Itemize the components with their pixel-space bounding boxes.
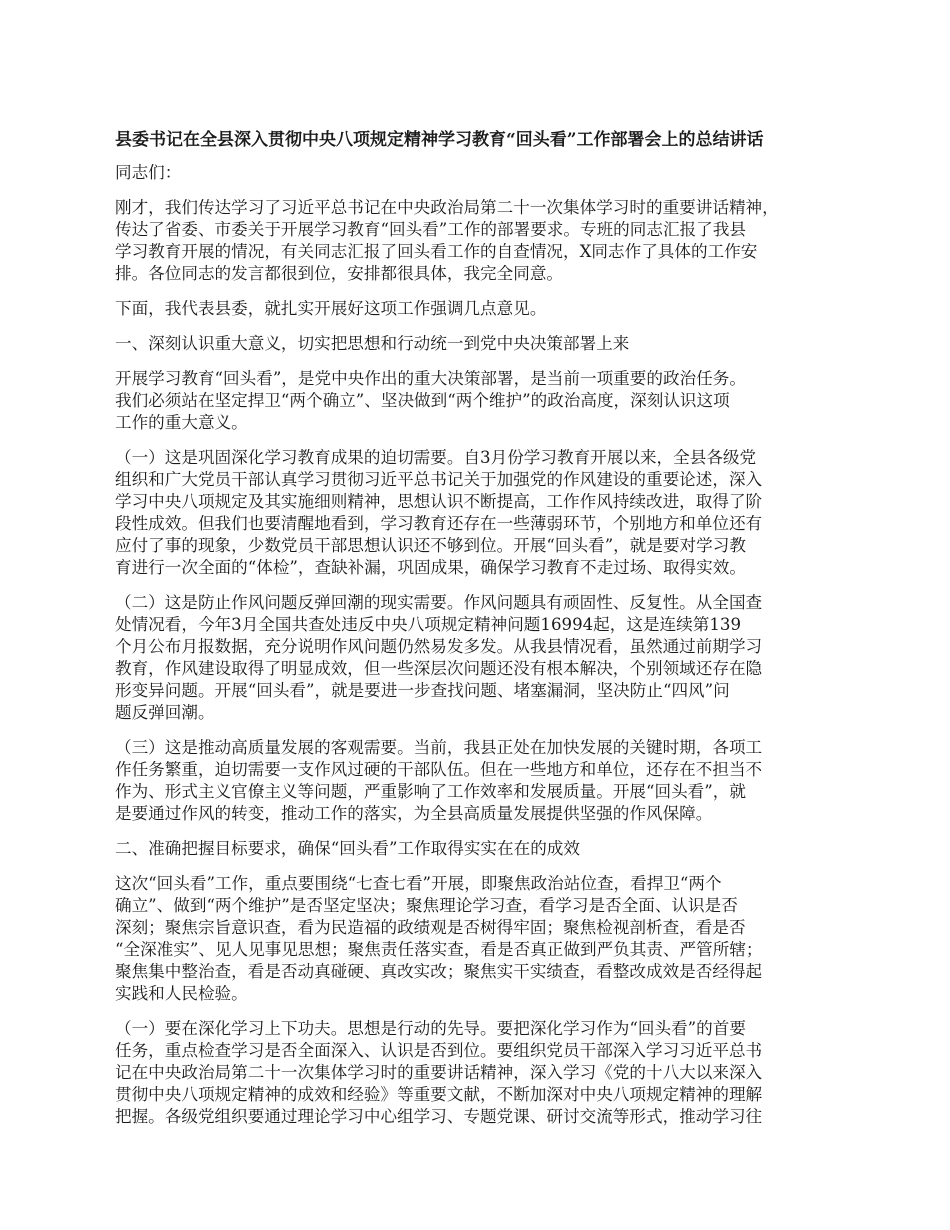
paragraph-line: 同志们：	[115, 163, 182, 182]
paragraph-line: （一）要在深化学习上下功夫。思想是行动的先导。要把深化学习作为“回头看”的首要	[115, 1019, 746, 1038]
paragraph-line: 排。各位同志的发言都很到位，安排都很具体，我完全同意。	[115, 264, 564, 283]
paragraph-line: 深刻；聚焦宗旨意识查，看为民造福的政绩观是否树得牢固；聚焦检视剖析查，看是否	[115, 918, 746, 937]
paragraph-line: 段性成效。但我们也要清醒地看到，学习教育还存在一些薄弱环节，个别地方和单位还有	[115, 514, 763, 533]
document-title: 县委书记在全县深入贯彻中央八项规定精神学习教育“回头看”工作部署会上的总结讲话	[115, 130, 764, 150]
document-body	[115, 162, 855, 1128]
paragraph-line: 聚焦集中整治查，看是否动真碰硬、真改实改；聚焦实干实绩查，看整改成效是否经得起	[115, 962, 763, 981]
paragraph	[115, 298, 855, 320]
paragraph-line: 是要通过作风的转变，推动工作的落实，为全县高质量发展提供坚强的作风保障。	[115, 804, 713, 823]
paragraph-line: 作任务繁重，迫切需要一支作风过硬的干部队伍。但在一些地方和单位，还存在不担当不	[115, 760, 763, 779]
paragraph-line: 形变异问题。开展“回头看”，就是要进一步查找问题、堵塞漏洞，坚决防止“四风”问	[115, 681, 730, 700]
paragraph	[115, 873, 855, 1005]
paragraph	[115, 838, 855, 860]
paragraph-line: 教育，作风建设取得了明显成效，但一些深层次问题还没有根本解决，个别领域还存在隐	[115, 659, 763, 678]
paragraph	[115, 162, 855, 184]
paragraph	[115, 592, 855, 724]
paragraph-line: 二、准确把握目标要求，确保“回头看”工作取得实实在在的成效	[115, 839, 580, 858]
paragraph-line: （三）这是推动高质量发展的客观需要。当前，我县正处在加快发展的关键时期，各项工	[115, 738, 763, 757]
paragraph-line: 确立”、做到“两个维护”是否坚定坚决；聚焦理论学习查，看学习是否全面、认识是否	[115, 896, 738, 915]
paragraph-line: 把握。各级党组织要通过理论学习中心组学习、专题党课、研讨交流等形式，推动学习往	[115, 1107, 763, 1126]
paragraph-line: 应付了事的现象，少数党员干部思想认识还不够到位。开展“回头看”，就是要对学习教	[115, 536, 746, 555]
paragraph-line: 处情况看，今年3月全国共查处违反中央八项规定精神问题16994起，这是连续第139	[115, 615, 742, 634]
paragraph-line: 一、深刻认识重大意义，切实把思想和行动统一到党中央决策部署上来	[115, 334, 630, 353]
paragraph	[115, 333, 855, 355]
paragraph-line: 开展学习教育“回头看”，是党中央作出的重大决策部署，是当前一项重要的政治任务。	[115, 369, 746, 388]
paragraph-line: 任务，重点检查学习是否全面深入、认识是否到位。要组织党员干部深入学习习近平总书	[115, 1041, 763, 1060]
paragraph-line: 传达了省委、市委关于开展学习教育“回头看”工作的部署要求。专班的同志汇报了我县	[115, 220, 746, 239]
paragraph-line: 作为、形式主义官僚主义等问题，严重影响了工作效率和发展质量。开展“回头看”，就	[115, 782, 746, 801]
paragraph-line: 刚才，我们传达学习了习近平总书记在中央政治局第二十一次集体学习时的重要讲话精神，	[115, 198, 779, 217]
paragraph	[115, 1018, 855, 1128]
paragraph-line: 贯彻中央八项规定精神的成效和经验》等重要文献，不断加深对中央八项规定精神的理解	[115, 1085, 763, 1104]
paragraph	[115, 368, 855, 434]
paragraph-line: 学习中央八项规定及其实施细则精神，思想认识不断提高，工作作风持续改进，取得了阶	[115, 492, 763, 511]
paragraph-line: 实践和人民检验。	[115, 984, 248, 1003]
paragraph-line: 下面，我代表县委，就扎实开展好这项工作强调几点意见。	[115, 299, 547, 318]
paragraph-line: 我们必须站在坚定捍卫“两个确立”、坚决做到“两个维护”的政治高度，深刻认识这项	[115, 391, 730, 410]
paragraph-line: 育进行一次全面的“体检”，查缺补漏，巩固成果，确保学习教育不走过场、取得实效。	[115, 558, 746, 577]
paragraph-line: （一）这是巩固深化学习教育成果的迫切需要。自3月份学习教育开展以来，全县各级党	[115, 448, 757, 467]
document-page	[115, 129, 855, 1141]
paragraph-line: 工作的重大意义。	[115, 413, 248, 432]
paragraph-line: 个月公布月报数据，充分说明作风问题仍然易发多发。从我县情况看，虽然通过前期学习	[115, 637, 763, 656]
paragraph-line: 组织和广大党员干部认真学习贯彻习近平总书记关于加强党的作风建设的重要论述，深入	[115, 470, 763, 489]
paragraph-line: （二）这是防止作风问题反弹回潮的现实需要。作风问题具有顽固性、反复性。从全国查	[115, 593, 763, 612]
paragraph-line: 这次“回头看”工作，重点要围绕“七查七看”开展，即聚焦政治站位查，看捍卫“两个	[115, 874, 722, 893]
paragraph-line: 学习教育开展的情况，有关同志汇报了回头看工作的自查情况，X同志作了具体的工作安	[115, 242, 758, 261]
paragraph-line: “全深准实”、见人见事见思想；聚焦责任落实查，看是否真正做到严负其责、严管所辖；	[115, 940, 763, 959]
paragraph-line: 记在中央政治局第二十一次集体学习时的重要讲话精神，深入学习《党的十八大以来深入	[115, 1063, 763, 1082]
paragraph-line: 题反弹回潮。	[115, 703, 215, 722]
paragraph	[115, 447, 855, 579]
paragraph	[115, 737, 855, 825]
paragraph	[115, 197, 855, 285]
